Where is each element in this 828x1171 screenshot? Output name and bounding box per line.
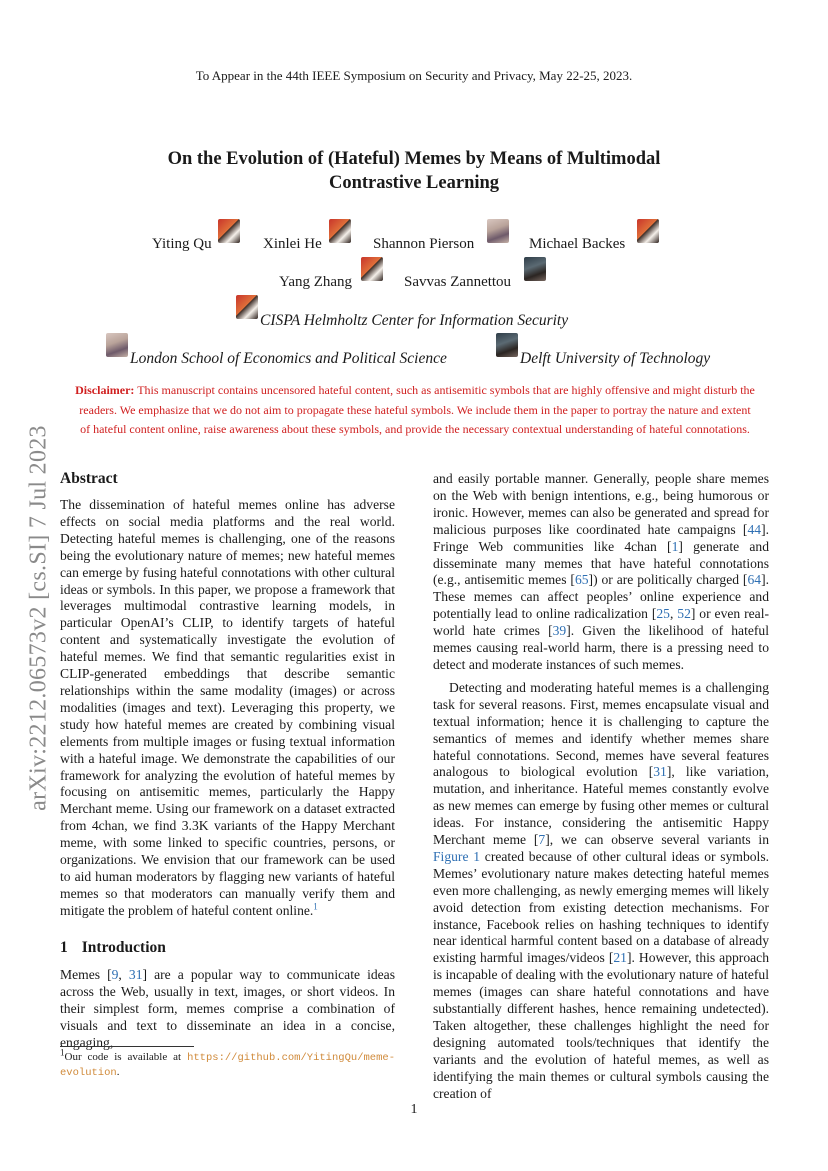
paper-title — [114, 147, 714, 195]
author-name: Savvas Zannettou — [404, 274, 512, 290]
footnote-rule — [60, 1046, 194, 1047]
citation-link[interactable]: 65 — [574, 572, 589, 588]
citation-link[interactable]: 1 — [671, 538, 679, 554]
cispa-avatar-icon — [218, 219, 240, 243]
authors-row-1 — [0, 236, 828, 266]
abstract-heading: Abstract — [60, 470, 118, 487]
footnote-text: Our code is available at — [64, 1051, 182, 1063]
code-link[interactable]: https://github.com/YitingQu/meme-evolution — [60, 1052, 395, 1079]
arxiv-stamp-text: arXiv:2212.06573v2 [cs.SI] 7 Jul 2023 — [25, 425, 52, 811]
author-name: Shannon Pierson — [373, 236, 475, 252]
author-name: Yiting Qu — [152, 236, 212, 252]
section-number: 1 — [60, 939, 68, 956]
author-name: Yang Zhang — [279, 274, 353, 290]
disclaimer-line-2: readers. We emphasize that we do not aim to propagate these hateful symbols. We include them in the paper to portray the nature and extent — [79, 402, 751, 417]
citation-link[interactable]: 25 — [656, 606, 670, 622]
author-name: Xinlei He — [263, 236, 322, 252]
intro-paragraph: and easily portable manner. Generally, people share memes on the Web with benign intentions, e.g., being humorous or ironic. However, memes can also be generated and spread for malicious purposes like coordinated hate campaigns [44]. Fringe Web communities like 4chan [1] generate and disseminate many memes that have hateful connotations (e.g., antisemitic memes [65]) or are politically charged [64]. These memes can affect peoples’ online experience and potentially lead to online radicalization [25, 52] or even real-world hate crimes [39]. Given the likelihood of hateful memes causing real-world harm, there is a pressing need to detect and moderate instances of such memes. — [433, 471, 770, 672]
abstract-body — [60, 497, 395, 920]
affiliation-cispa: CISPA Helmholtz Center for Information Security — [260, 312, 569, 329]
author-name: Michael Backes — [529, 236, 626, 252]
disclaimer-line-3: of hateful content online, raise awareness about these symbols, and provide the necessary contextual understanding of hateful connotations. — [80, 422, 750, 436]
figure-link[interactable]: Figure 1 — [433, 848, 481, 864]
citation-link[interactable]: 9 — [111, 967, 119, 982]
affiliation-tud: Delft University of Technology — [520, 350, 711, 367]
title-line-1: On the Evolution of (Hateful) Memes by Means of Multimodal — [167, 149, 661, 169]
citation-link[interactable]: 7 — [538, 832, 546, 848]
lse-avatar-icon — [487, 219, 509, 243]
citation-link[interactable]: 31 — [653, 764, 667, 780]
citation-link[interactable]: 21 — [613, 950, 627, 966]
citation-link[interactable]: 44 — [747, 521, 762, 537]
intro-continued — [433, 471, 769, 1103]
footnote-mark: 1 — [60, 1047, 65, 1058]
lse-avatar-icon — [106, 333, 128, 357]
venue-line: To Appear in the 44th IEEE Symposium on Security and Privacy, May 22-25, 2023. — [195, 68, 633, 83]
citation-link[interactable]: 64 — [747, 572, 762, 588]
title-line-2: Contrastive Learning — [328, 173, 500, 193]
arxiv-stamp — [24, 394, 54, 842]
authors-row-2 — [0, 274, 828, 304]
tud-avatar-icon — [496, 333, 518, 357]
cispa-avatar-icon — [236, 295, 258, 319]
intro-paragraph: Detecting and moderating hateful memes is a challenging task for several reasons. First, memes encapsulate visual and textual information; hence it is challenging to capture the semantics of memes and identify whether memes share hateful connotations. Second, memes have several features analogous to biological evolution [31], like variation, mutation, and inheritance. Hateful memes constantly evolve as new memes can emerge by fusing other memes or cultural ideas. For instance, considering the antisemitic Happy Merchant meme [7], we can observe several variants in Figure 1 created because of other cultural ideas or symbols. Memes’ evolutionary nature makes detecting hateful memes even more challenging, as newly emerging memes will likely avoid detection from existing detection mechanisms. For instance, Facebook relies on hashing techniques to identify near identical harmful content based on a database of already existing harmful images/videos [21]. However, this approach is incapable of dealing with the evolutionary nature of hateful memes (images can share hateful connotations and have substantially different hashes, hence remaining undetected). Taken altogether, these challenges highlight the need for designing automated tools/techniques that identify the variants and the evolution of hateful memes, as well as identifying the main themes or cultural symbols causing the creation of — [433, 679, 770, 1101]
disclaimer-line-1: This manuscript contains uncensored hateful content, such as antisemitic symbols that are highly offensive and might disturb the — [137, 383, 755, 397]
abstract-text: The dissemination of hateful memes online has adverse effects on social media platforms and the real world. Detecting hateful memes is challenging, one of the reasons being the evolutionary nature of memes; new hateful memes can emerge by fusing hateful connotations with other cultural ideas or symbols. In this paper, we propose a framework that leverages multimodal contrastive learning models, in particular OpenAI’s CLIP, to identify targets of hateful content and systematically investigate the evolution of hateful memes. We find that semantic regularities exist in CLIP-generated embeddings that describe semantic relationships within the same modality (images) or across modalities (images and text). Leveraging this property, we study how hateful memes are created by combining visual elements from multiple images or fusing textual information with a hateful image. We demonstrate the capabilities of our framework for analyzing the evolution of hateful memes by focusing on antisemitic memes, particularly the Happy Merchant meme. Using our framework on a dataset extracted from 4chan, we find 3.3K variants of the Happy Merchant meme, with some linked to specific countries, persons, or organizations. We envision that our framework can be used to aid human moderators by flagging new variants of hateful memes so that moderators can manually verify them and mitigate the problem of hateful content online. — [60, 497, 395, 918]
cispa-avatar-icon — [329, 219, 351, 243]
section-title: Introduction — [81, 939, 166, 956]
intro-heading — [60, 939, 166, 957]
footnote: $^1$Our code is available at https://github.com/YitingQu/meme-evolution. — [60, 1047, 395, 1079]
disclaimer — [55, 381, 775, 440]
citation-link[interactable]: 52 — [677, 606, 691, 622]
affiliation-lse: London School of Economics and Political Science — [130, 350, 447, 367]
intro-paragraph: Memes [9, 31] are a popular way to communicate ideas across the Web, usually in text, images, or short videos. In their simplest form, memes comprise a combination of visuals and text to disseminate an idea in a concise, engaging, — [60, 967, 395, 1050]
cispa-avatar-icon — [361, 257, 383, 281]
footnote-ref[interactable]: 1 — [313, 901, 318, 912]
citation-link[interactable]: 31 — [128, 967, 143, 982]
citation-link[interactable]: 39 — [552, 623, 567, 639]
page-number: 1 — [410, 1102, 418, 1117]
disclaimer-label: Disclaimer: — [75, 383, 135, 397]
tud-avatar-icon — [524, 257, 546, 281]
cispa-avatar-icon — [637, 219, 659, 243]
